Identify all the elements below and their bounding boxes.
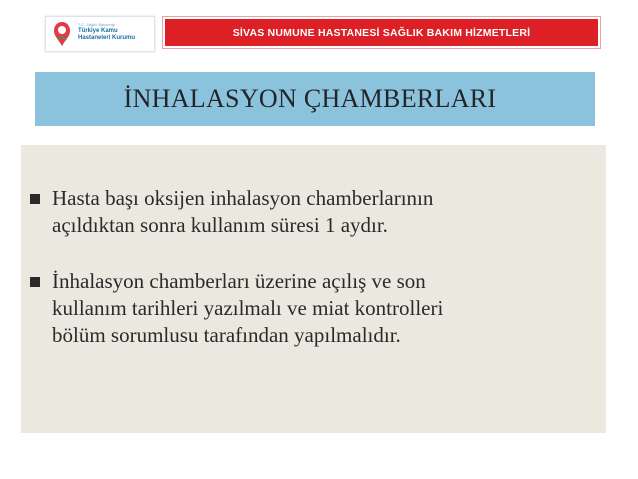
square-bullet-icon — [30, 277, 40, 287]
bullet-line: bölüm sorumlusu tarafından yapılmalıdır. — [52, 323, 401, 347]
logo-line-3: Hastaneleri Kurumu — [78, 35, 136, 41]
bullet-line: Hasta başı oksijen inhalasyon chamberlarının — [52, 186, 434, 210]
bullet-item — [21, 185, 606, 239]
slide-title: İNHALASYON ÇHAMBERLARI — [123, 84, 497, 113]
bullet-line: kullanım tarihleri yazılmalı ve miat kontrolleri — [52, 296, 444, 320]
hospital-logo — [45, 16, 155, 52]
logo-line-1: T.C. Sağlık Bakanlığı — [78, 22, 116, 27]
health-ministry-logo-icon — [50, 20, 74, 48]
hospital-banner — [163, 17, 600, 48]
bullet-item — [21, 268, 606, 349]
content-panel — [21, 145, 606, 433]
bullet-line: İnhalasyon chamberları üzerine açılış ve son — [52, 269, 426, 293]
square-bullet-icon — [30, 194, 40, 204]
bullet-list — [21, 185, 606, 378]
logo-line-2: Türkiye Kamu — [78, 28, 118, 34]
banner-text: SİVAS NUMUNE HASTANESİ SAĞLIK BAKIM HİZMETLERİ — [232, 26, 531, 39]
title-bar — [35, 72, 595, 126]
logo-text — [78, 21, 152, 42]
bullet-line: açıldıktan sonra kullanım süresi 1 aydır. — [52, 213, 388, 237]
